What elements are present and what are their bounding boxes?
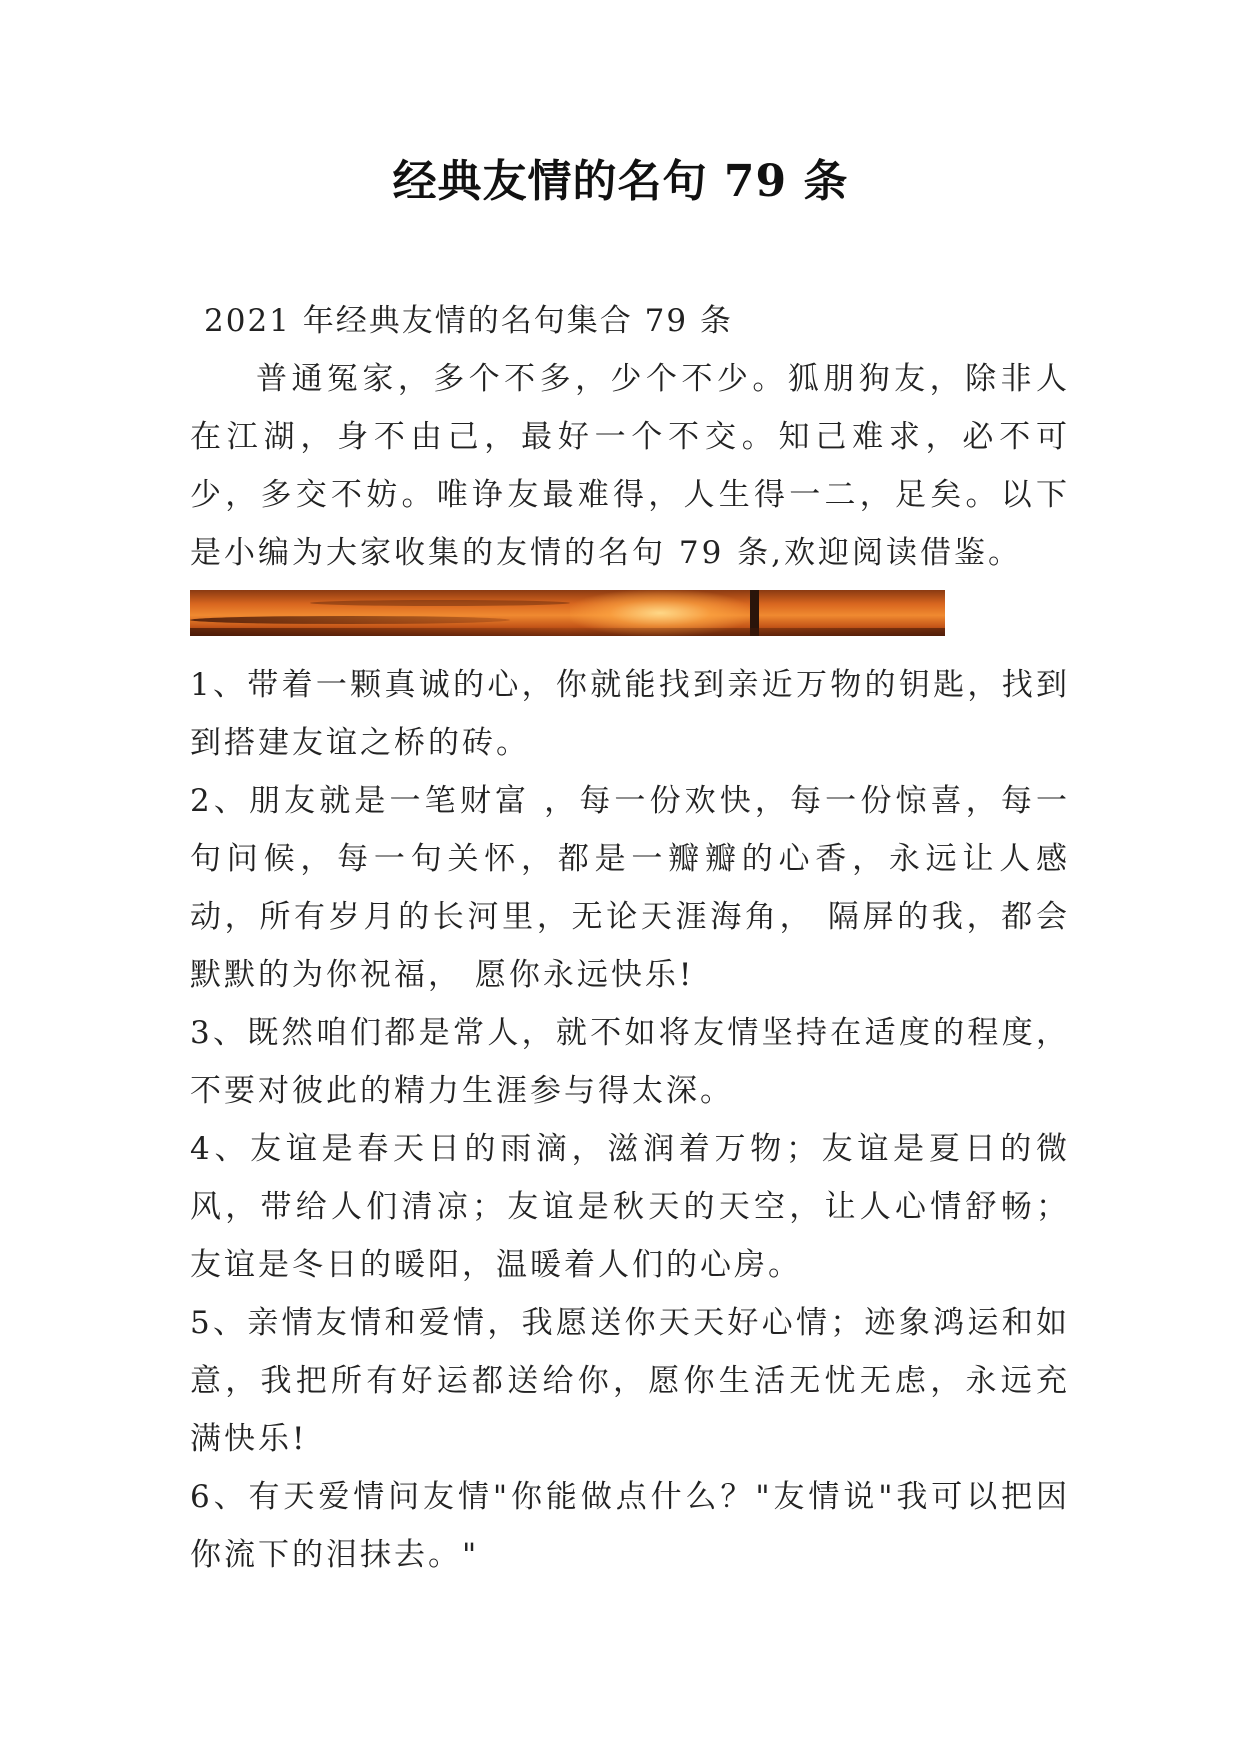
intro-paragraph: 普通冤家，多个不多，少个不少。狐朋狗友，除非人在江湖，身不由己，最好一个不交。知己难求，必不可少，多交不妨。唯诤友最难得，人生得一二，足矣。以下是小编为大家收集的友情的名句 79 条,欢迎阅读借鉴。 bbox=[190, 361, 1070, 571]
document-body bbox=[190, 292, 1070, 1584]
quote-item: 2、朋友就是一笔财富 ，每一份欢快，每一份惊喜，每一句问候，每一句关怀，都是一瓣瓣的心香，永远让人感动，所有岁月的长河里，无论天涯海角， 隔屏的我，都会默默的为你祝福， 愿你永远快乐! bbox=[190, 783, 1070, 993]
page-title: 经典友情的名句 79 条 bbox=[392, 156, 849, 207]
quote-item: 5、亲情友情和爱情，我愿送你天天好心情；迹象鸿运和如意，我把所有好运都送给你，愿你生活无忧无虑，永远充满快乐! bbox=[190, 1305, 1070, 1457]
cloud-streak bbox=[190, 616, 510, 624]
quote-item: 3、既然咱们都是常人，就不如将友情坚持在适度的程度，不要对彼此的精力生涯参与得太深。 bbox=[190, 1015, 1070, 1109]
sunset-banner-image bbox=[190, 590, 945, 636]
quote-item: 6、有天爱情问友情"你能做点什么？"友情说"我可以把因你流下的泪抹去。" bbox=[190, 1479, 1070, 1573]
cloud-streak bbox=[310, 600, 570, 606]
quote-item: 4、友谊是春天日的雨滴，滋润着万物；友谊是夏日的微风，带给人们清凉；友谊是秋天的天空，让人心情舒畅；友谊是冬日的暖阳，温暖着人们的心房。 bbox=[190, 1131, 1070, 1283]
subtitle: 2021 年经典友情的名句集合 79 条 bbox=[204, 303, 733, 339]
quote-list bbox=[190, 656, 1070, 1584]
horizon-shadow bbox=[190, 628, 945, 636]
quote-item: 1、带着一颗真诚的心，你就能找到亲近万物的钥匙，找到到搭建友谊之桥的砖。 bbox=[190, 667, 1070, 761]
